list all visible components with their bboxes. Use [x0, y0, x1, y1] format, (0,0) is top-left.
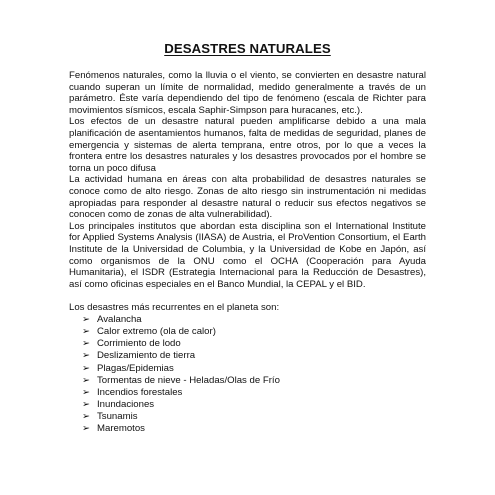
- document-body: [69, 70, 426, 435]
- arrow-bullet-icon: ➢: [82, 350, 91, 362]
- arrow-bullet-icon: ➢: [82, 399, 91, 411]
- list-item: [69, 411, 426, 423]
- list-item-label: Incendios forestales: [97, 386, 183, 398]
- list-item: [69, 313, 426, 325]
- arrow-bullet-icon: ➢: [82, 338, 91, 350]
- arrow-bullet-icon: ➢: [82, 325, 91, 337]
- list-item-label: Plagas/Epidemias: [97, 362, 174, 374]
- arrow-bullet-icon: ➢: [82, 386, 91, 398]
- arrow-bullet-icon: ➢: [82, 374, 91, 386]
- list-item-label: Calor extremo (ola de calor): [97, 325, 216, 337]
- list-item-label: Deslizamiento de tierra: [97, 350, 196, 362]
- paragraph-risk: La actividad humana en áreas con alta probabilidad de desastres naturales se conoce como de alto riesgo. Zonas de alto riesgo sin instrumentación ni medidas apropiadas para responder al desastre natural o reducir sus efectos negativos se conocen como de zonas de alta vulnerabilidad).: [69, 174, 426, 221]
- list-item-label: Avalancha: [97, 313, 142, 325]
- arrow-bullet-icon: ➢: [82, 313, 91, 325]
- list-item: [69, 423, 426, 435]
- list-intro: Los desastres más recurrentes en el planeta son:: [69, 301, 280, 313]
- paragraph-effects: Los efectos de un desastre natural pueden amplificarse debido a una mala planificación de asentamientos humanos, falta de medidas de seguridad, planes de emergencia y sistemas de alerta temprana, entre otros, por lo que a veces la frontera entre los desastres naturales y los desastres provocados por el hombre se torna un poco difusa: [69, 116, 426, 174]
- list-item: [69, 374, 426, 386]
- list-item: [69, 326, 426, 338]
- list-item: [69, 362, 426, 374]
- list-item-label: Corrimiento de lodo: [97, 338, 181, 350]
- paragraph-institutes: Los principales institutos que abordan esta disciplina son el International Institute for Applied Systems Analysis (IIASA) de Austria, el ProVention Consortium, el Earth Institute de la Universidad de Columbia, y la Universidad de Kobe en Japón, así como organismos de la ONU como el OCHA (Cooperación para Ayuda Humanitaria), el ISDR (Estrategia Internacional para la Reducción de Desastres), así como oficinas especiales en el Banco Mundial, la CEPAL y el BID.: [69, 220, 426, 290]
- list-item-label: Maremotos: [97, 423, 145, 435]
- list-item: [69, 399, 426, 411]
- list-item-label: Tsunamis: [97, 411, 138, 423]
- paragraph-intro: Fenómenos naturales, como la lluvia o el viento, se convierten en desastre natural cuando superan un límite de normalidad, medido generalmente a través de un parámetro. Éste varía dependiendo del tipo de fenómeno (escala de Richter para movimientos sísmicos, escala Saphir-Simpson para huracanes, etc.).: [69, 70, 426, 116]
- list-item: [69, 387, 426, 399]
- list-item-label: Inundaciones: [97, 399, 155, 411]
- list-item: [69, 338, 426, 350]
- list-item: [69, 350, 426, 362]
- disaster-list: [69, 313, 426, 435]
- arrow-bullet-icon: ➢: [82, 411, 91, 423]
- list-item-label: Tormentas de nieve - Heladas/Olas de Frío: [97, 374, 280, 386]
- document-title: DESASTRES NATURALES: [164, 41, 331, 56]
- arrow-bullet-icon: ➢: [82, 423, 91, 435]
- arrow-bullet-icon: ➢: [82, 362, 91, 374]
- paragraph-spacer: [69, 290, 426, 302]
